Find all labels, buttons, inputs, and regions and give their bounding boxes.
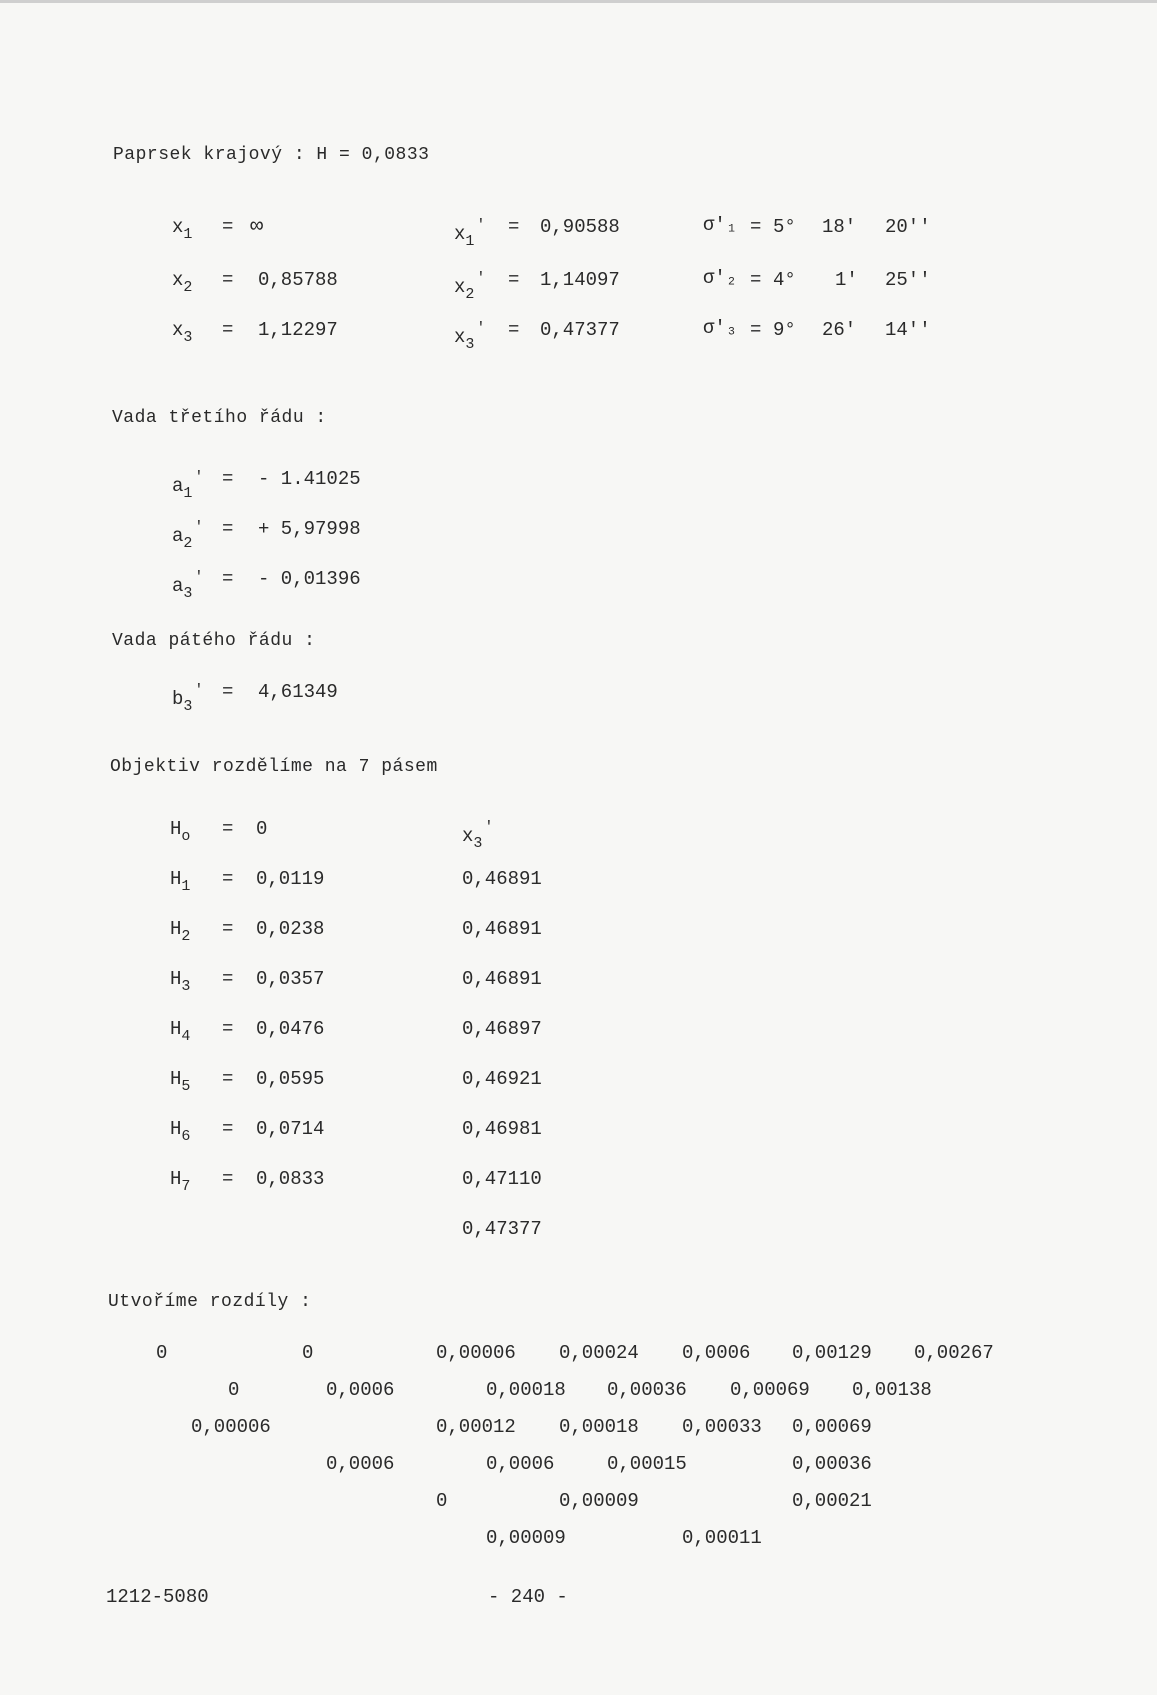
diff-value: 0,0006 <box>326 1453 395 1475</box>
x-prime-value: 0,47377 <box>540 319 620 341</box>
diff-value: 0,00021 <box>792 1490 872 1512</box>
diff-value: 0,00138 <box>852 1379 932 1401</box>
diff-value: 0,00012 <box>436 1416 516 1438</box>
diff-value: 0,0006 <box>682 1342 751 1364</box>
diff-value: 0,00024 <box>559 1342 639 1364</box>
angle-seconds: 25'' <box>885 269 931 291</box>
x3-value: 0,47110 <box>462 1168 542 1190</box>
x-prime-value: 1,14097 <box>540 269 620 291</box>
a-symbol: $a_3'$ <box>172 569 204 602</box>
angle-seconds: 14'' <box>885 319 931 341</box>
h-value: 0,0476 <box>256 1018 325 1040</box>
diff-value: 0,00036 <box>792 1453 872 1475</box>
x-symbol: $x_2$ <box>172 269 193 296</box>
diff-value: 0,00069 <box>730 1379 810 1401</box>
heading-fifth-order: Vada pátého řádu : <box>112 631 316 651</box>
heading-zones: Objektiv rozdělíme na 7 pásem <box>110 757 438 777</box>
angle-degrees: 4° <box>773 269 796 291</box>
page-number: - 240 - <box>488 1586 568 1608</box>
x3-value: 0,47377 <box>462 1218 542 1240</box>
h-symbol: $H_4$ <box>170 1018 191 1045</box>
a-value: - 1.41025 <box>258 468 361 490</box>
h-value: 0,0357 <box>256 968 325 990</box>
h-symbol: $H_3$ <box>170 968 191 995</box>
diff-value: 0,00015 <box>607 1453 687 1475</box>
heading-third-order: Vada třetího řádu : <box>112 408 327 428</box>
x3-value: 0,46897 <box>462 1018 542 1040</box>
document-page: Paprsek krajový : H = 0,0833 $x_1$ = ∞ $x_1'$ = 0,90588 σ'₁ = 5° 18' 20'' $x_2$ = 0,85788 $x_2'$ = 1,14097 σ'₂ = 4° 1' 25'' $x_3$ = 1,12297 $x_3'$ = 0,47377 σ'₃ = 9° 26' 14'' Vada třetího řádu : $a_1'$ = - 1.41025 $a_2'$ = + 5,97998 $a_3'$ = - 0,01396 Vada pátého řádu : $b_3'$ = 4,61349 Objektiv rozdělíme na 7 pásem $x_3'$ $H_o$ = 0 $H_1$ = 0,0119 0,46891 $H_2$ = 0,0238 0,46891 $H_3$ = 0,0357 0,46891 $H_4$ = 0,0476 0,46897 $H_5$ = 0,0595 0,46921 $H_6$ = 0,0714 0,46981 $H_7$ = 0,0833 0,47110 0,47377 Utvoříme rozdíly : 0 0 0,00006 0,00024 0,0006 0,00129 0,00267 0 0,0006 0,00018 0,00036 0,00069 0,00138 0,00006 0,00012 0,00018 0,00033 0,00069 0,0006 0,0006 0,00015 0,00036 0 0,00009 0,00021 0,00009 0,00011 1212-5080 - 240 - <box>0 0 1157 1695</box>
equals-sign: = <box>222 269 234 291</box>
diff-value: 0,00009 <box>486 1527 566 1549</box>
h-value: 0,0119 <box>256 868 325 890</box>
x3-value: 0,46891 <box>462 918 542 940</box>
angle-minutes: 1' <box>835 269 858 291</box>
a-symbol: $a_1'$ <box>172 469 204 502</box>
angle-minutes: 26' <box>822 319 857 341</box>
h-symbol: $H_5$ <box>170 1068 191 1095</box>
h-value: 0,0833 <box>256 1168 325 1190</box>
x-value: 1,12297 <box>258 319 338 341</box>
diff-value: 0 <box>302 1342 314 1364</box>
diff-value: 0,00009 <box>559 1490 639 1512</box>
h-symbol: $H_1$ <box>170 868 191 895</box>
h-symbol: $H_6$ <box>170 1118 191 1145</box>
x3-header: $x_3'$ <box>462 819 494 852</box>
diff-value: 0,0006 <box>486 1453 555 1475</box>
diff-value: 0,00006 <box>436 1342 516 1364</box>
h-value: 0 <box>256 818 268 840</box>
x-value: 0,85788 <box>258 269 338 291</box>
h-value: 0,0595 <box>256 1068 325 1090</box>
x3-value: 0,46981 <box>462 1118 542 1140</box>
diff-value: 0,00018 <box>486 1379 566 1401</box>
sigma-symbol: σ'₁ <box>703 214 738 236</box>
b-value: 4,61349 <box>258 681 338 703</box>
x-prime-value: 0,90588 <box>540 216 620 238</box>
b-symbol: $b_3'$ <box>172 682 204 715</box>
sigma-symbol: σ'₃ <box>703 317 738 339</box>
sigma-symbol: σ'₂ <box>703 267 738 289</box>
footer-code: 1212-5080 <box>106 1586 209 1608</box>
diff-value: 0 <box>156 1342 168 1364</box>
h-symbol: $H_2$ <box>170 918 191 945</box>
diff-value: 0,00018 <box>559 1416 639 1438</box>
x-value: ∞ <box>250 214 264 239</box>
angle-degrees: 5° <box>773 216 796 238</box>
a-value: + 5,97998 <box>258 518 361 540</box>
heading-differences: Utvoříme rozdíly : <box>108 1292 312 1312</box>
diff-value: 0,00011 <box>682 1527 762 1549</box>
page-edge <box>0 0 1157 3</box>
equals-sign: = <box>222 216 234 238</box>
angle-minutes: 18' <box>822 216 857 238</box>
diff-value: 0,0006 <box>326 1379 395 1401</box>
x3-value: 0,46891 <box>462 868 542 890</box>
diff-value: 0,00036 <box>607 1379 687 1401</box>
x-symbol: $x_1$ <box>172 216 193 243</box>
diff-value: 0,00006 <box>191 1416 271 1438</box>
angle-seconds: 20'' <box>885 216 931 238</box>
diff-value: 0,00069 <box>792 1416 872 1438</box>
h-symbol: $H_o$ <box>170 818 191 845</box>
h-value: 0,0714 <box>256 1118 325 1140</box>
a-value: - 0,01396 <box>258 568 361 590</box>
diff-value: 0 <box>436 1490 448 1512</box>
x-prime-symbol: $x_3'$ <box>454 320 486 353</box>
x-prime-symbol: $x_1'$ <box>454 217 486 250</box>
x3-value: 0,46921 <box>462 1068 542 1090</box>
h-symbol: $H_7$ <box>170 1168 191 1195</box>
h-value: 0,0238 <box>256 918 325 940</box>
heading-edge-ray: Paprsek krajový : H = 0,0833 <box>113 145 430 165</box>
diff-value: 0,00267 <box>914 1342 994 1364</box>
diff-value: 0,00129 <box>792 1342 872 1364</box>
diff-value: 0,00033 <box>682 1416 762 1438</box>
diff-value: 0 <box>228 1379 240 1401</box>
angle-degrees: 9° <box>773 319 796 341</box>
equals-sign: = <box>222 319 234 341</box>
x-symbol: $x_3$ <box>172 319 193 346</box>
x3-value: 0,46891 <box>462 968 542 990</box>
x-prime-symbol: $x_2'$ <box>454 270 486 303</box>
a-symbol: $a_2'$ <box>172 519 204 552</box>
